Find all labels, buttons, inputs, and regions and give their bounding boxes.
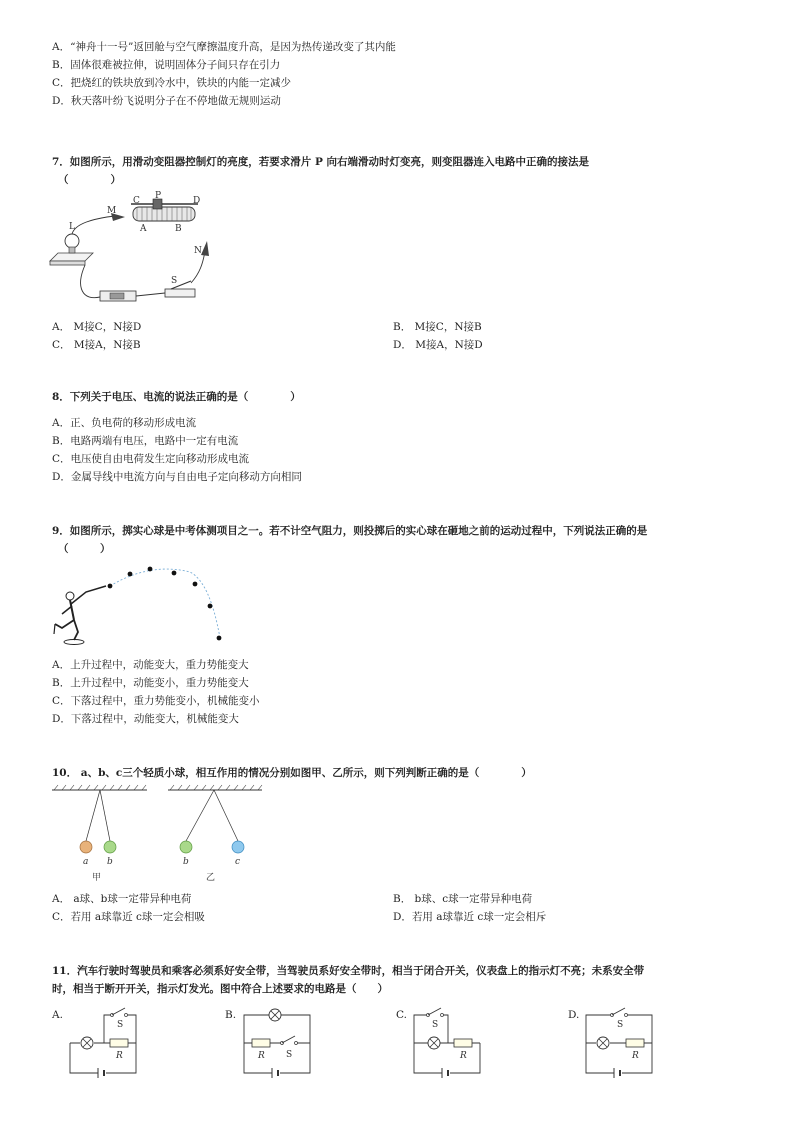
q10-balls-figure — [52, 784, 282, 884]
q11-circuit-c — [408, 1005, 488, 1080]
q7-paren: （ ） — [58, 174, 121, 186]
q9-option-c: C．下落过程中，重力势能变小，机械能变小 — [52, 695, 260, 707]
q7-option-d: D． M接A，N接D — [393, 339, 483, 351]
q11-stem-line2: 时，相当于断开开关，指示灯发光。图中符合上述要求的电路是（ ） — [52, 983, 388, 995]
q7-label-m: M — [107, 206, 117, 216]
q7-label-n: N — [194, 246, 202, 256]
q7-label-p: P — [155, 191, 162, 201]
q9-throw-figure — [50, 562, 230, 647]
q7-label-l: L — [69, 222, 75, 232]
q8-option-d: D．金属导线中电流方向与自由电子定向移动方向相同 — [52, 471, 302, 483]
q11-label-a: A. — [52, 1009, 63, 1021]
q11-circuit-d — [580, 1005, 660, 1080]
q10-label-a: a — [83, 857, 89, 867]
q10-option-d: D．若用 a球靠近 c球一定会相斥 — [393, 911, 547, 923]
q10-label-b1: b — [107, 857, 113, 867]
q11-a-s-label: S — [117, 1020, 124, 1030]
q10-option-c: C．若用 a球靠近 c球一定会相吸 — [52, 911, 205, 923]
q7-circuit-figure — [45, 193, 215, 308]
q10-label-yi: 乙 — [206, 873, 216, 883]
q7-label-b: B — [175, 224, 182, 234]
q10-option-b: B． b球、c球一定带异种电荷 — [393, 893, 533, 905]
q7-option-a: A． M接C，N接D — [52, 321, 142, 333]
q11-b-s-label: S — [286, 1050, 293, 1060]
q7-option-b: B． M接C，N接B — [393, 321, 482, 333]
q7-label-a: A — [140, 224, 147, 234]
q9-paren: （ ） — [58, 543, 111, 555]
q11-b-r-label: R — [258, 1051, 265, 1061]
q6-option-d: D．秋天落叶纷飞说明分子在不停地做无规则运动 — [52, 95, 281, 107]
q7-label-c: C — [133, 196, 140, 206]
q11-label-b: B. — [225, 1009, 237, 1021]
q11-circuit-b — [238, 1005, 318, 1080]
q11-d-s-label: S — [617, 1020, 624, 1030]
q7-stem: 7．如图所示，用滑动变阻器控制灯的亮度，若要求滑片 P 向右端滑动时灯变亮，则变阻器连入电路中正确的接法是 — [52, 156, 590, 168]
q10-label-c: c — [235, 857, 241, 867]
q7-label-d: D — [193, 196, 201, 206]
q11-stem-line1: 11．汽车行驶时驾驶员和乘客必须系好安全带，当驾驶员系好安全带时，相当于闭合开关，仪表盘上的指示灯不亮；未系安全带 — [52, 965, 645, 977]
q11-c-s-label: S — [432, 1020, 439, 1030]
q11-label-c: C. — [396, 1009, 407, 1021]
q10-option-a: A． a球、b球一定带异种电荷 — [52, 893, 192, 905]
q6-option-a: A．“神舟十一号”返回舱与空气摩擦温度升高，是因为热传递改变了其内能 — [52, 41, 396, 53]
q10-label-b2: b — [183, 857, 189, 867]
q9-stem: 9．如图所示，掷实心球是中考体测项目之一。若不计空气阻力，则投掷后的实心球在砸地之前的运动过程中，下列说法正确的是 — [52, 525, 648, 537]
q7-label-s: S — [171, 276, 178, 286]
q11-label-d: D. — [568, 1009, 580, 1021]
q10-stem: 10． a、b、c三个轻质小球，相互作用的情况分别如图甲、乙所示，则下列判断正确的是（ ） — [52, 767, 532, 779]
q11-a-r-label: R — [116, 1051, 123, 1061]
q9-option-a: A．上升过程中，动能变大，重力势能变大 — [52, 659, 249, 671]
q11-circuit-a — [64, 1005, 144, 1080]
q10-label-jia: 甲 — [92, 873, 102, 883]
q9-option-d: D．下落过程中，动能变大，机械能变大 — [52, 713, 239, 725]
q6-option-c: C．把烧红的铁块放到冷水中，铁块的内能一定减少 — [52, 77, 292, 89]
q8-option-b: B．电路两端有电压，电路中一定有电流 — [52, 435, 239, 447]
q8-stem: 8．下列关于电压、电流的说法正确的是（ ） — [52, 391, 301, 403]
q9-option-b: B．上升过程中，动能变小，重力势能变大 — [52, 677, 249, 689]
q8-option-c: C．电压使自由电荷发生定向移动形成电流 — [52, 453, 250, 465]
q11-c-r-label: R — [460, 1051, 467, 1061]
q11-d-r-label: R — [632, 1051, 639, 1061]
q6-option-b: B．固体很难被拉伸，说明固体分子间只存在引力 — [52, 59, 281, 71]
q8-option-a: A．正、负电荷的移动形成电流 — [52, 417, 197, 429]
q7-option-c: C． M接A，N接B — [52, 339, 141, 351]
